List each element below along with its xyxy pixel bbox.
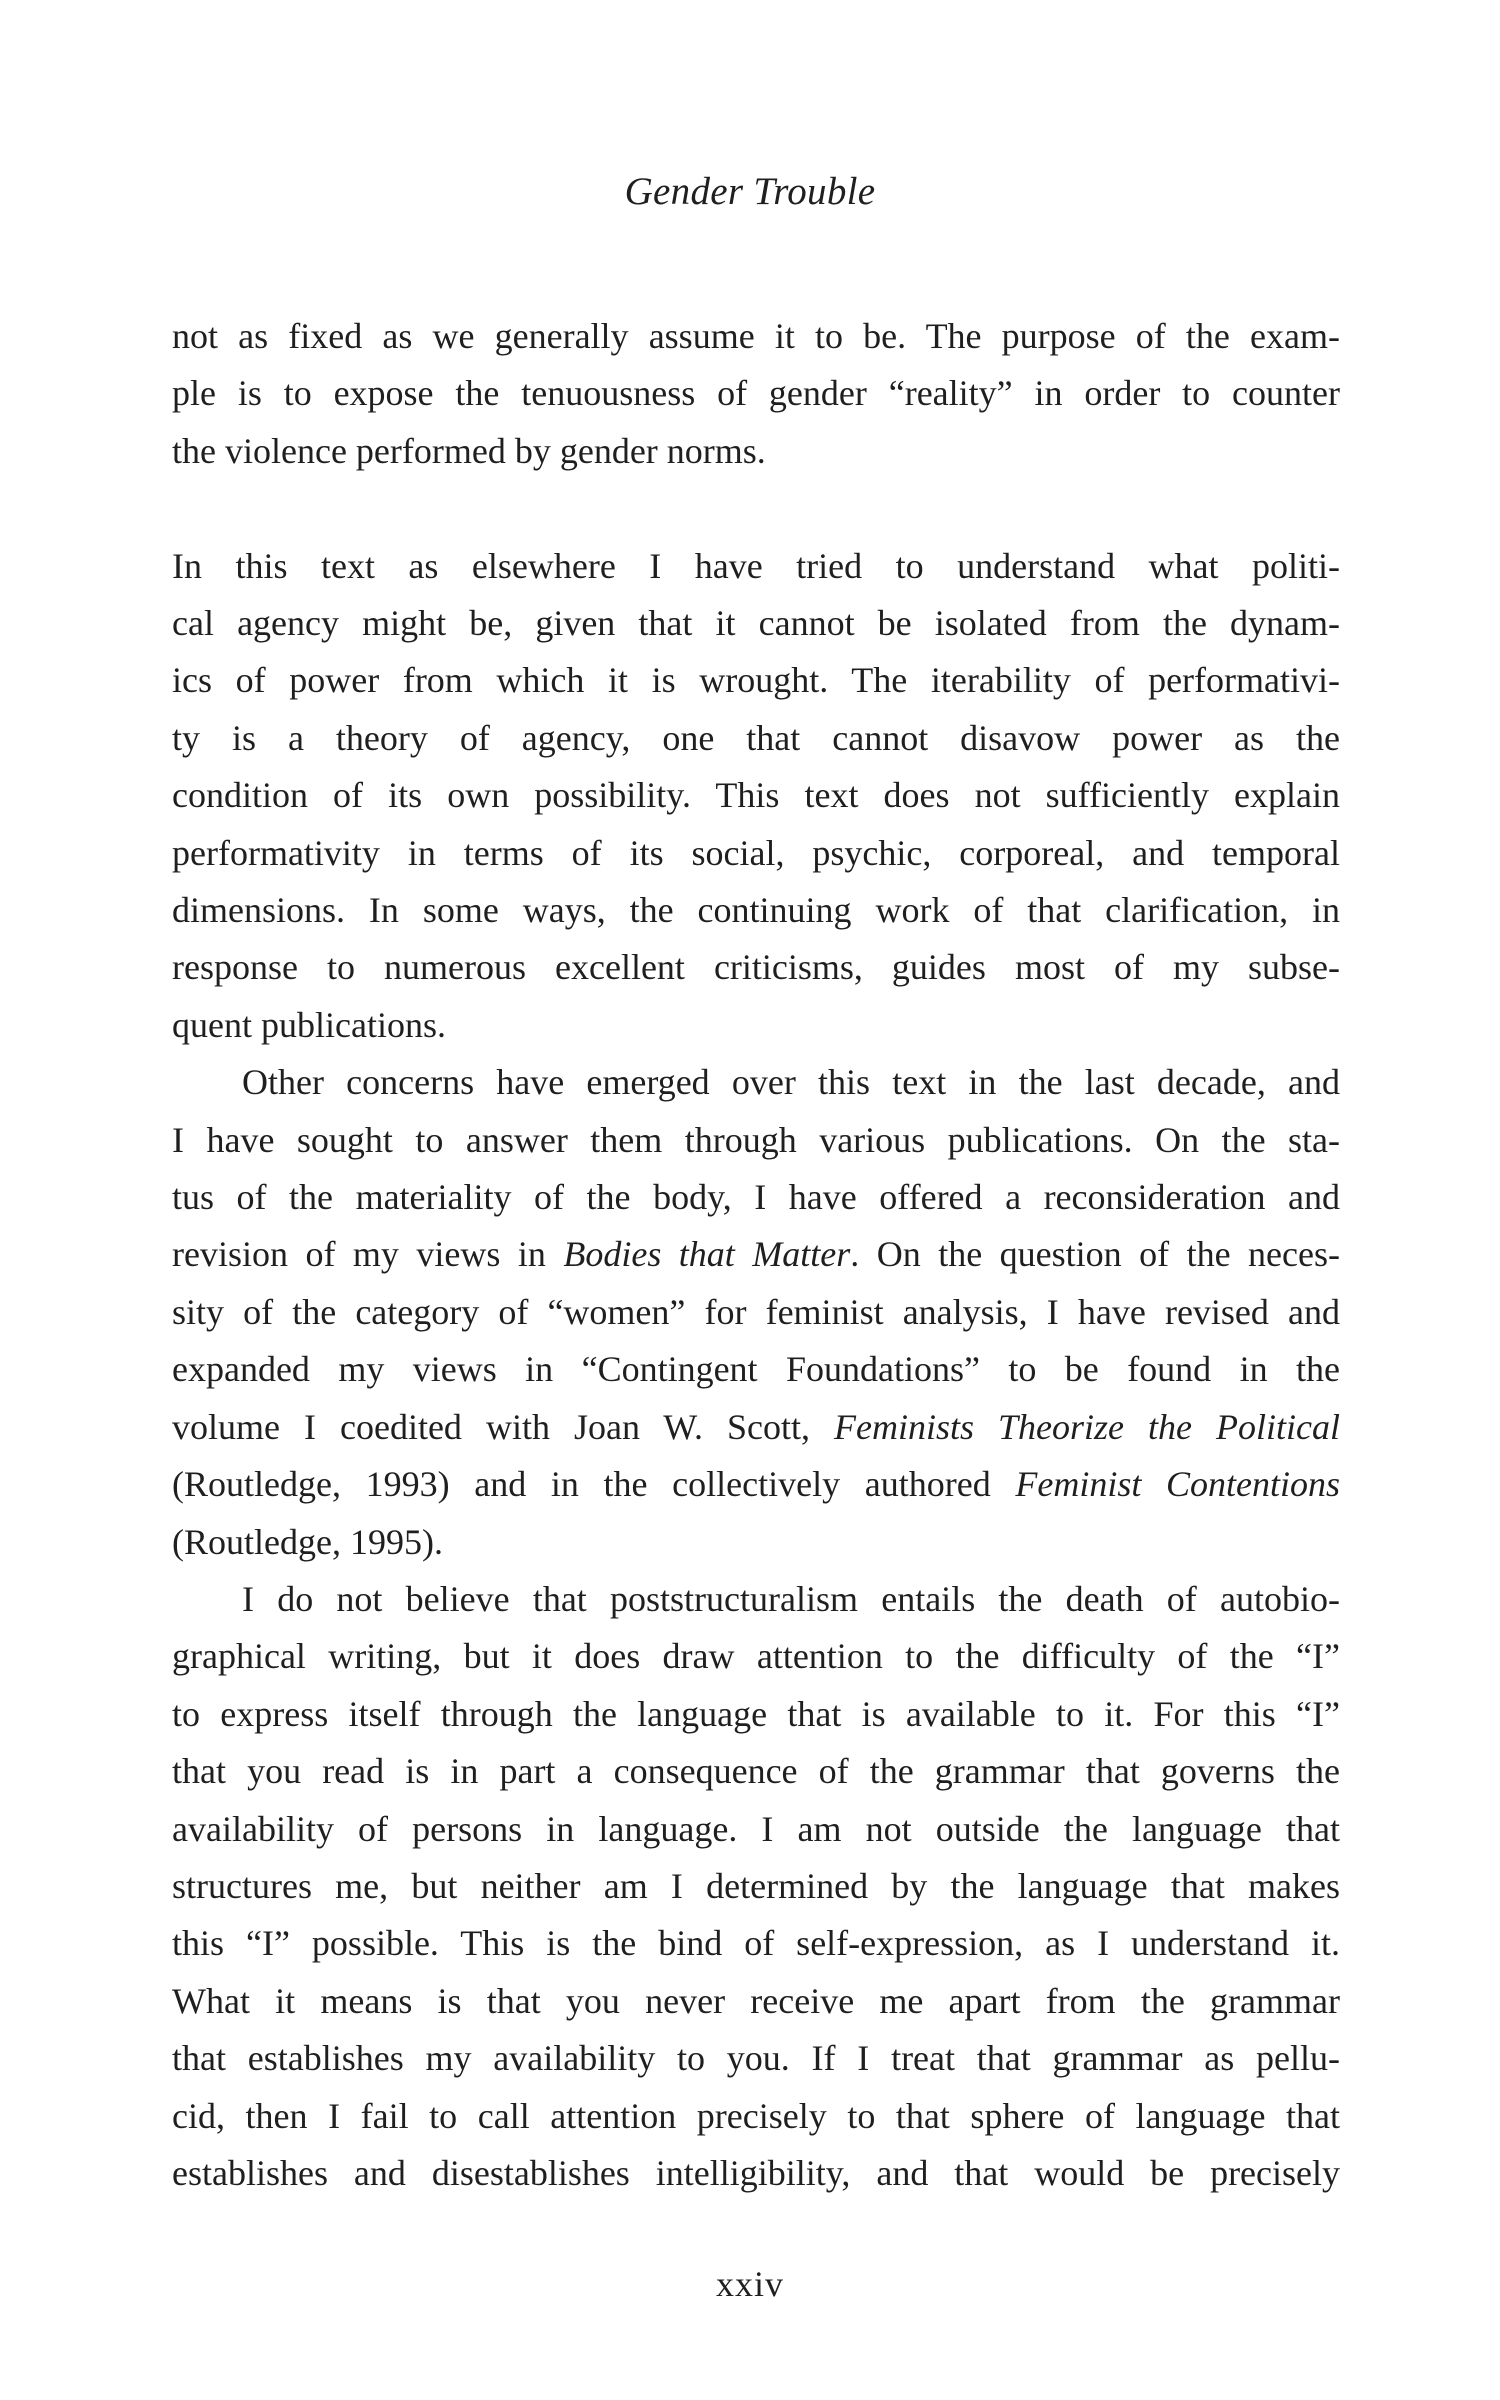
text-line: expanded my views in “Contingent Foundations” to be found in the xyxy=(172,1349,1340,1390)
text-line: ty is a theory of agency, one that cannot disavow power as the xyxy=(172,717,1340,758)
paragraph xyxy=(172,1571,1340,2202)
book-title: Bodies that Matter xyxy=(563,1234,851,1275)
paragraph xyxy=(172,308,1340,480)
text-line: graphical writing, but it does draw attention to the difficulty of the “I” xyxy=(172,1636,1340,1677)
text-line: establishes and disestablishes intelligibility, and that would be precisely xyxy=(172,2152,1340,2193)
text-line: availability of persons in language. I am not outside the language that xyxy=(172,1808,1340,1849)
book-title: Feminists Theorize the Political xyxy=(834,1406,1340,1447)
text-line: (Routledge, 1993) and in the collectively authored Feminist Contentions xyxy=(172,1464,1340,1505)
book-title: Feminist Contentions xyxy=(1015,1464,1340,1505)
text-line: that establishes my availability to you. If I treat that grammar as pellu- xyxy=(172,2038,1340,2079)
text-line: revision of my views in Bodies that Matter. On the question of the neces- xyxy=(172,1234,1340,1275)
text-line: I do not believe that poststructuralism entails the death of autobio- xyxy=(242,1578,1340,1619)
body-text xyxy=(172,308,1340,2202)
text-line: quent publications. xyxy=(172,1004,446,1045)
text-line: cid, then I fail to call attention precisely to that sphere of language that xyxy=(172,2095,1340,2136)
text-line: response to numerous excellent criticisms, guides most of my subse- xyxy=(172,947,1340,988)
text-line: the violence performed by gender norms. xyxy=(172,430,766,471)
text-line: In this text as elsewhere I have tried to understand what politi- xyxy=(172,545,1340,586)
page-number: xxiv xyxy=(715,2264,784,2304)
paragraph-gap xyxy=(172,480,1340,537)
text-line: performativity in terms of its social, psychic, corporeal, and temporal xyxy=(172,832,1340,873)
text-line: this “I” possible. This is the bind of self-expression, as I understand it. xyxy=(172,1923,1340,1964)
text-line: sity of the category of “women” for feminist analysis, I have revised and xyxy=(172,1291,1340,1332)
paragraph xyxy=(172,1054,1340,1571)
text-line: condition of its own possibility. This text does not sufficiently explain xyxy=(172,775,1340,816)
text-line: ics of power from which it is wrought. The iterability of performativi- xyxy=(172,660,1340,701)
running-head: Gender Trouble xyxy=(624,170,876,213)
text-line: ple is to expose the tenuousness of gender “reality” in order to counter xyxy=(172,373,1340,414)
text-line: dimensions. In some ways, the continuing work of that clarification, in xyxy=(172,890,1340,931)
text-line: not as fixed as we generally assume it to be. The purpose of the exam- xyxy=(172,316,1340,356)
text-line: cal agency might be, given that it cannot be isolated from the dynam- xyxy=(172,603,1340,644)
text-line: tus of the materiality of the body, I have offered a reconsideration and xyxy=(172,1177,1340,1218)
text-line: What it means is that you never receive me apart from the grammar xyxy=(172,1980,1340,2021)
paragraph xyxy=(172,538,1340,1055)
text-line: I have sought to answer them through various publications. On the sta- xyxy=(172,1119,1340,1160)
text-line: volume I coedited with Joan W. Scott, Feminists Theorize the Political xyxy=(172,1406,1340,1447)
text-line: Other concerns have emerged over this text in the last decade, and xyxy=(242,1062,1340,1103)
text-line: that you read is in part a consequence of the grammar that governs the xyxy=(172,1751,1340,1792)
text-line: (Routledge, 1995). xyxy=(172,1521,443,1562)
text-line: structures me, but neither am I determined by the language that makes xyxy=(172,1865,1340,1906)
text-line: to express itself through the language that is available to it. For this “I” xyxy=(172,1693,1340,1734)
